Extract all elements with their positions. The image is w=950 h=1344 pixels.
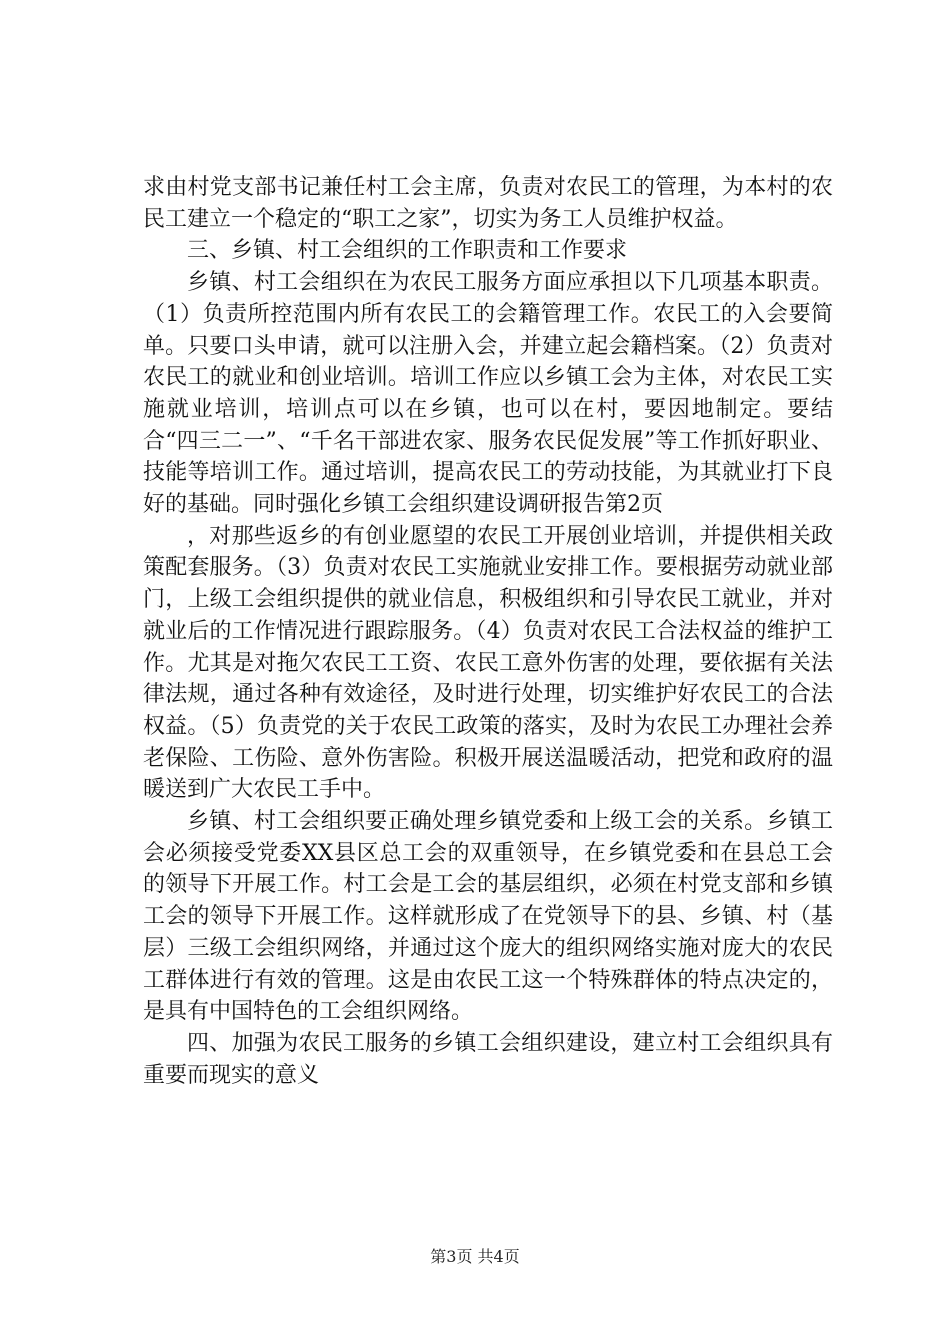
- paragraph-1: 求由村党支部书记兼任村工会主席，负责对农民工的管理，为本村的农民工建立一个稳定的“职工之家”，切实为务工人员维护权益。: [143, 175, 833, 232]
- paragraph-duties: 乡镇、村工会组织在为农民工服务方面应承担以下几项基本职责。（1）负责所控范围内所有农民工的会籍管理工作。农民工的入会要简单。只要口头申请，就可以注册入会，并建立起会籍档案。（2）负责对农民工的就业和创业培训。培训工作应以乡镇工会为主体，对农民工实施就业培训，培训点可以在乡镇，也可以在村，要因地制定。要结合“四三二一”、“千名干部进农家、服务农民促发展”等工作抓好职业、技能等培训工作。通过培训，提高农民工的劳动技能，为其就业打下良好的基础。同时强化乡镇工会组织建设调研报告第2页: [143, 270, 833, 518]
- section-heading-4: 四、加强为农民工服务的乡镇工会组织建设，建立村工会组织具有重要而现实的意义: [143, 1030, 833, 1088]
- page-number-footer: 第3页 共4页: [430, 1247, 520, 1266]
- document-body: [143, 172, 833, 1091]
- paragraph-relations: 乡镇、村工会组织要正确处理乡镇党委和上级工会的关系。乡镇工会必须接受党委XX县区总工会的双重领导，在乡镇党委和在县总工会的领导下开展工作。村工会是工会的基层组织，必须在村党支部和乡镇工会的领导下开展工作。这样就形成了在党领导下的县、乡镇、村（基层）三级工会组织网络，并通过这个庞大的组织网络实施对庞大的农民工群体进行有效的管理。这是由农民工这一个特殊群体的特点决定的，是具有中国特色的工会组织网络。: [143, 809, 833, 1025]
- paragraph-duties-continued: ，对那些返乡的有创业愿望的农民工开展创业培训，并提供相关政策配套服务。（3）负责对农民工实施就业安排工作。要根据劳动就业部门，上级工会组织提供的就业信息，积极组织和引导农民工就业，并对就业后的工作情况进行跟踪服务。（4）负责对农民工合法权益的维护工作。尤其是对拖欠农民工工资、农民工意外伤害的处理，要依据有关法律法规，通过各种有效途径，及时进行处理，切实维护好农民工的合法权益。（5）负责党的关于农民工政策的落实，及时为农民工办理社会养老保险、工伤险、意外伤害险。积极开展送温暖活动，把党和政府的温暖送到广大农民工手中。: [143, 523, 833, 803]
- section-heading-3: 三、乡镇、村工会组织的工作职责和工作要求: [187, 238, 628, 264]
